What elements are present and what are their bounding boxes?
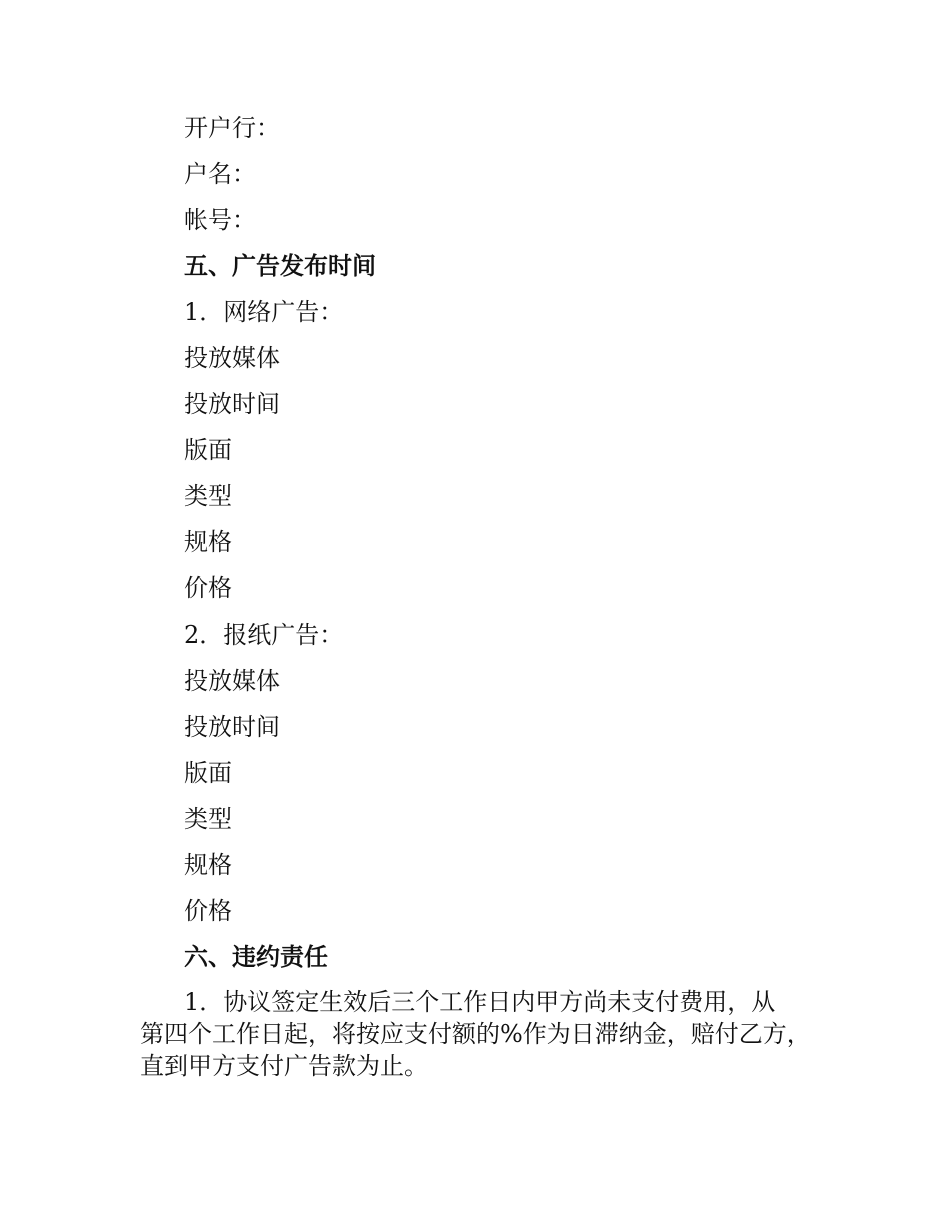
account-name-label: 户名： <box>184 160 256 188</box>
breach-clause-1-line: 第四个工作日起，将按应支付额的%作为日滞纳金，赔付乙方， <box>140 1020 811 1048</box>
newspaper-ad-field-spec: 规格 <box>184 851 232 879</box>
network-ad-field-media: 投放媒体 <box>184 344 280 372</box>
breach-clause-1-line: 直到甲方支付广告款为止。 <box>140 1052 428 1080</box>
network-ad-field-layout: 版面 <box>184 436 232 464</box>
network-ad-field-time: 投放时间 <box>184 390 280 418</box>
section-5-heading: 五、广告发布时间 <box>184 251 376 280</box>
newspaper-ad-field-price: 价格 <box>184 897 232 925</box>
newspaper-ad-field-time: 投放时间 <box>184 713 280 741</box>
breach-clause-1-line: 1．协议签定生效后三个工作日内甲方尚未支付费用，从 <box>184 988 776 1016</box>
newspaper-ad-field-media: 投放媒体 <box>184 667 280 695</box>
network-ad-field-spec: 规格 <box>184 528 232 556</box>
newspaper-ad-field-layout: 版面 <box>184 759 232 787</box>
network-ad-field-type: 类型 <box>184 482 232 510</box>
account-number-label: 帐号： <box>184 206 256 234</box>
bank-name-label: 开户行： <box>184 114 280 142</box>
network-ad-title: 1．网络广告： <box>184 298 344 326</box>
breach-clause-1 <box>140 986 820 1082</box>
network-ad-field-price: 价格 <box>184 574 232 602</box>
newspaper-ad-title: 2．报纸广告： <box>184 621 344 649</box>
section-6-heading: 六、违约责任 <box>184 942 328 971</box>
newspaper-ad-field-type: 类型 <box>184 805 232 833</box>
